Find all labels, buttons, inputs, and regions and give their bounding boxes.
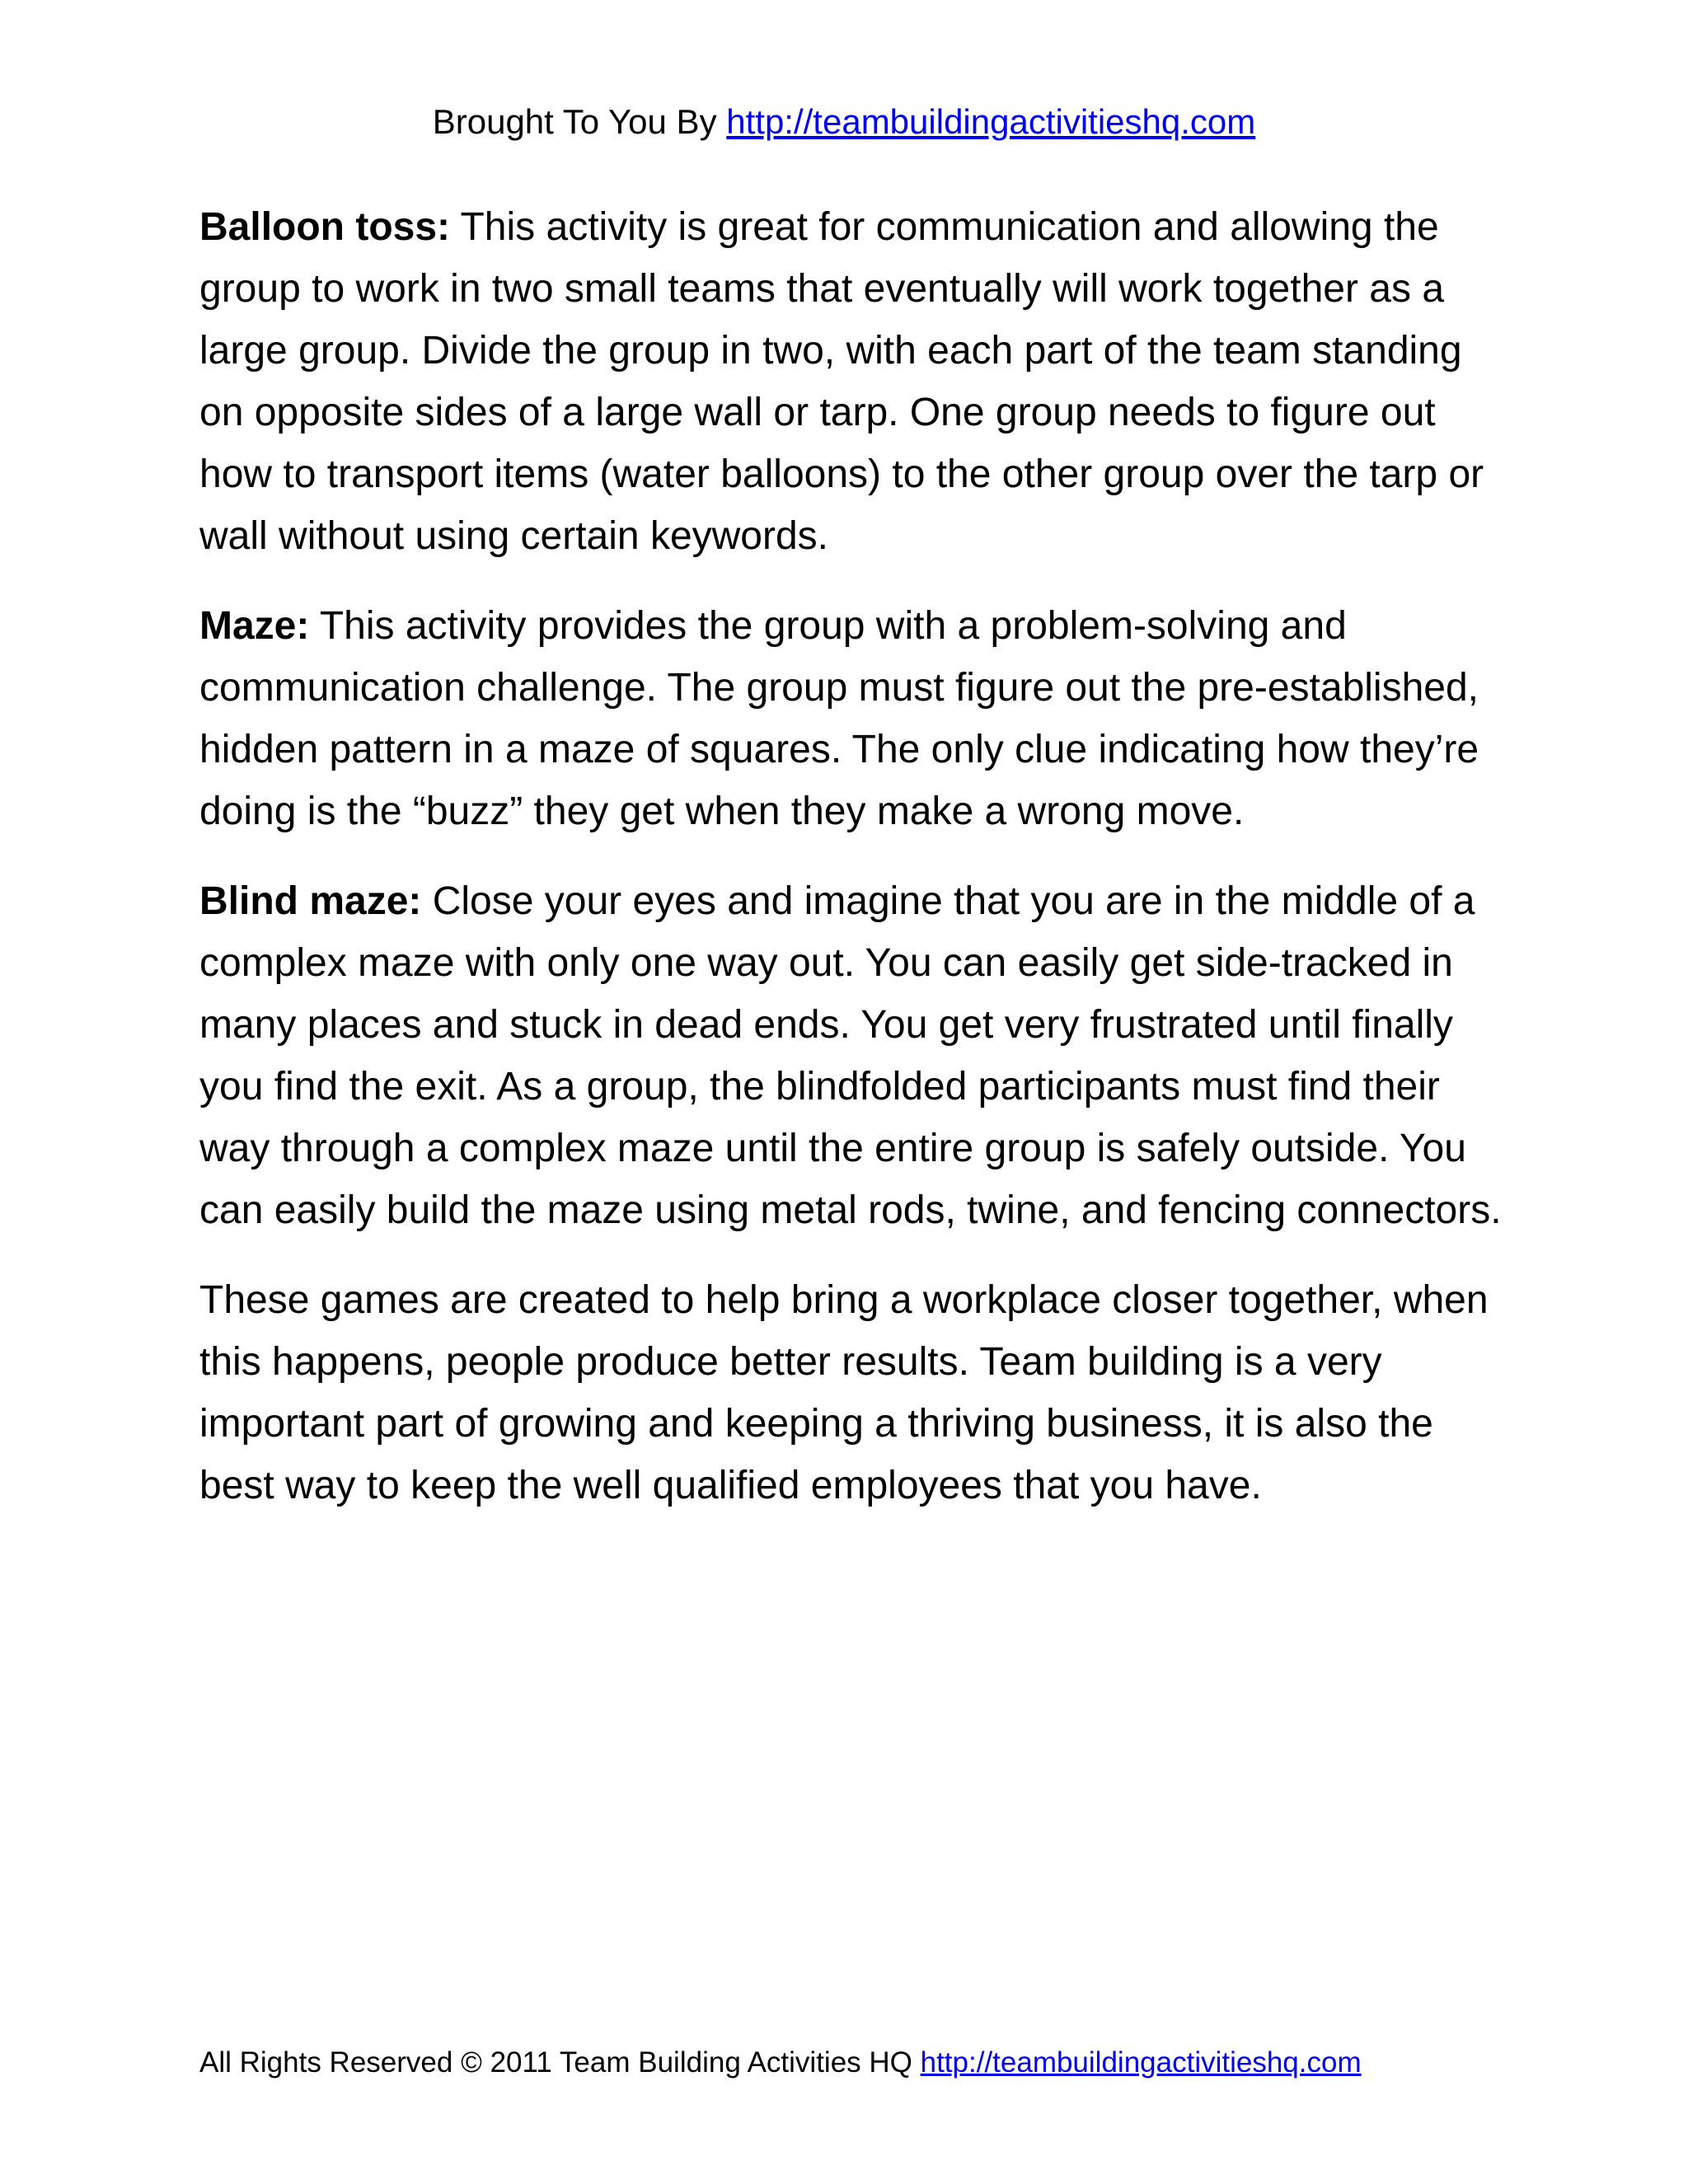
paragraph-text: These games are created to help bring a workplace closer together, when this happens, people produce better results. Team building is a very important part of growing and keeping a thriving business, it is also the best way to keep the well qualified employees that you have.	[199, 1278, 1489, 1507]
paragraph-text: Close your eyes and imagine that you are in the middle of a complex maze with only one way out. You can easily get side-tracked in many places and stuck in dead ends. You get very frustrated until finally you find the exit. As a group, the blindfolded participants must find their way through a complex maze until the entire group is safely outside. You can easily build the maze using metal rods, twine, and fencing connectors.	[199, 879, 1502, 1232]
paragraph-text: This activity provides the group with a problem-solving and communication challenge. The group must figure out the pre-established, hidden pattern in a maze of squares. The only clue indicating how they’re doing is the “buzz” they get when they make a wrong move.	[199, 604, 1479, 833]
footer-copyright: All Rights Reserved © 2011 Team Building Activities HQ	[199, 2046, 921, 2079]
paragraph-blind-maze	[199, 870, 1502, 1241]
paragraph-maze	[199, 595, 1502, 842]
document-body	[199, 196, 1502, 1544]
paragraph-term: Balloon toss:	[199, 205, 451, 249]
header-prefix: Brought To You By	[432, 102, 727, 141]
paragraph-term: Blind maze:	[199, 879, 422, 923]
header-link[interactable]: http://teambuildingactivitieshq.com	[726, 102, 1256, 141]
paragraph-term: Maze:	[199, 604, 310, 648]
footer-link[interactable]: http://teambuildingactivitieshq.com	[920, 2046, 1362, 2079]
paragraph-conclusion	[199, 1269, 1502, 1516]
paragraph-text: This activity is great for communication and allowing the group to work in two small teams that eventually will work together as a large group. Divide the group in two, with each part of the team standing on opposite sides of a large wall or tarp. One group needs to figure out how to transport items (water balloons) to the other group over the tarp or wall without using certain keywords.	[199, 205, 1484, 558]
page-header	[0, 97, 1688, 147]
page-footer	[199, 2042, 1601, 2083]
paragraph-balloon-toss	[199, 196, 1502, 567]
